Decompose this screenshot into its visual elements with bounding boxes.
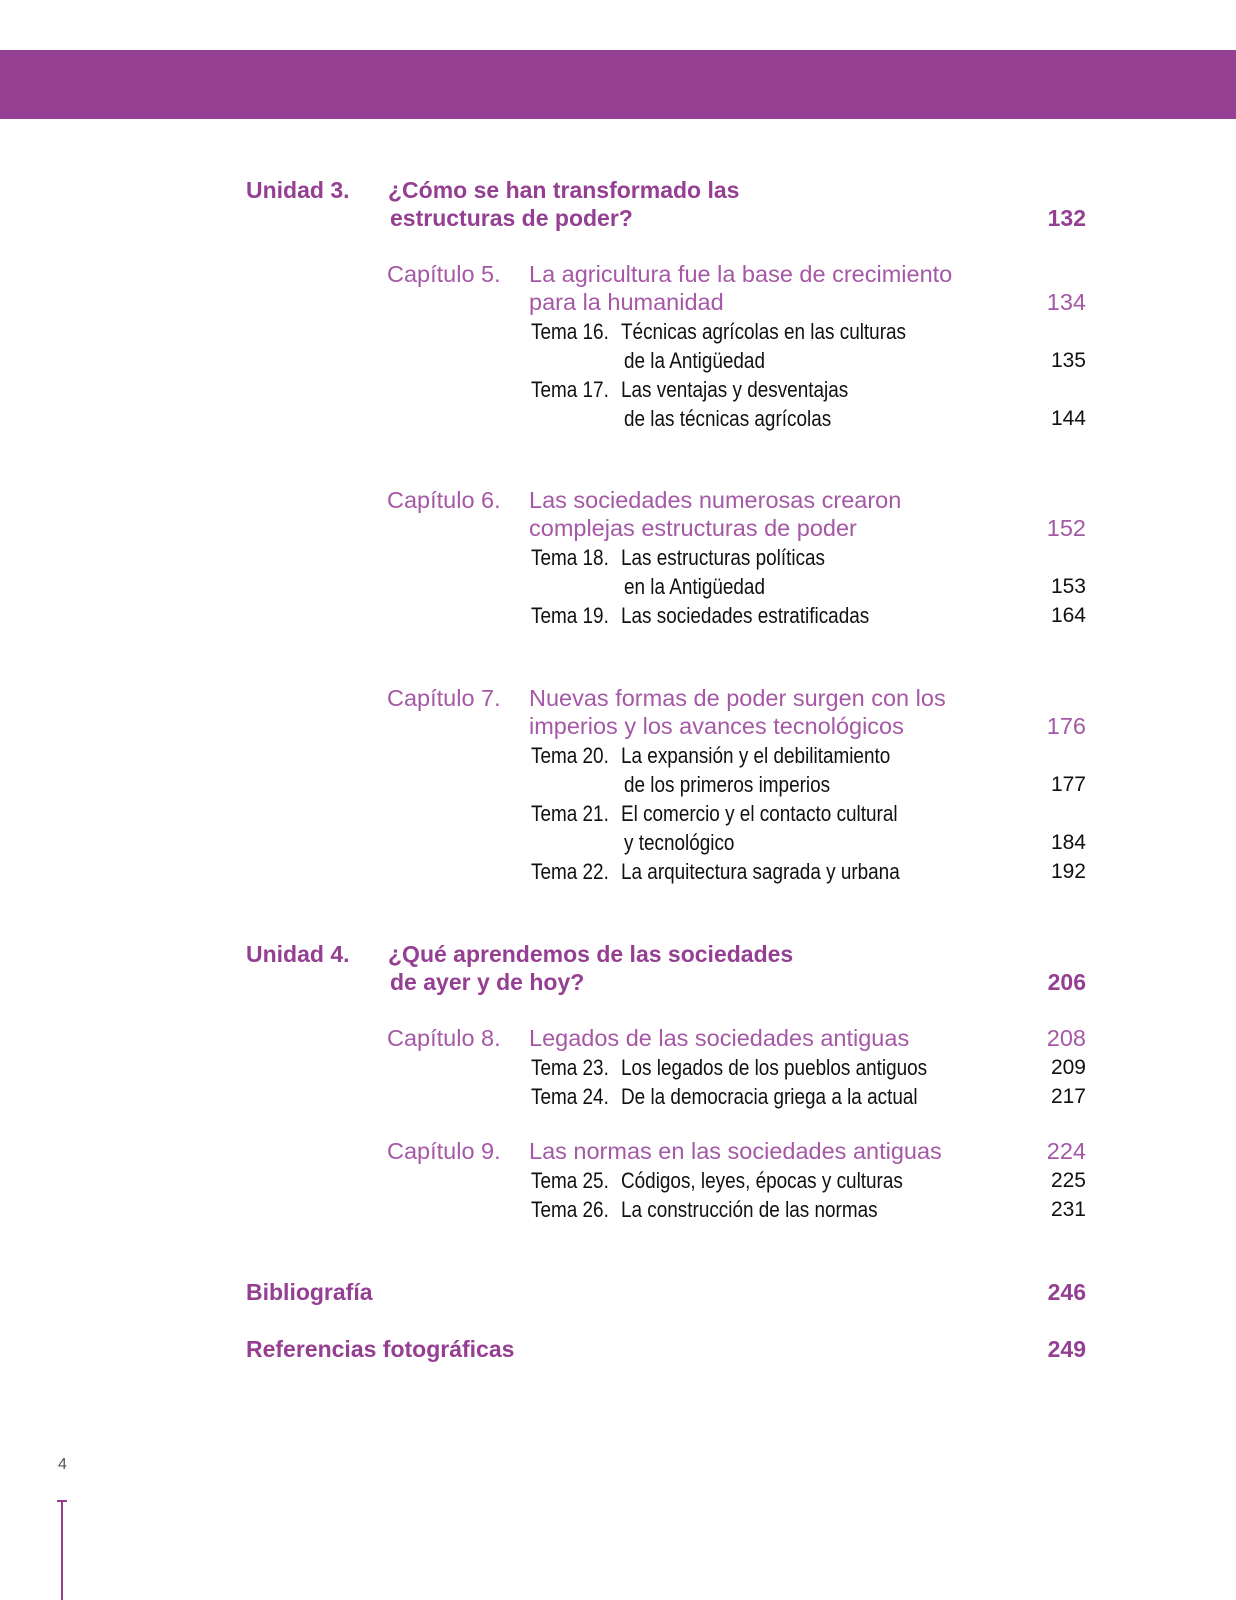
topic-20-line-2[interactable]: de los primeros imperios	[624, 772, 831, 797]
unit-3-page[interactable]: 132	[1047, 205, 1086, 231]
chapter-6-label: Capítulo 6.	[387, 487, 501, 513]
unit-3-title-line-1[interactable]: ¿Cómo se han transformado las	[388, 177, 740, 203]
topic-21-page[interactable]: 184	[1050, 831, 1086, 854]
chapter-7-title-line-1[interactable]: Nuevas formas de poder surgen con los	[529, 685, 946, 711]
topic-25-line-1[interactable]: Códigos, leyes, épocas y culturas	[621, 1168, 903, 1193]
topic-18-line-2[interactable]: en la Antigüedad	[624, 574, 765, 599]
topic-21-line-2[interactable]: y tecnológico	[624, 830, 735, 855]
bibliography-page[interactable]: 246	[1047, 1279, 1086, 1305]
topic-20-line-1[interactable]: La expansión y el debilitamiento	[621, 743, 891, 768]
topic-26-line-1[interactable]: La construcción de las normas	[621, 1197, 878, 1222]
topic-23-page[interactable]: 209	[1050, 1056, 1086, 1079]
photo-references-label[interactable]: Referencias fotográficas	[246, 1336, 515, 1362]
topic-22-line-1[interactable]: La arquitectura sagrada y urbana	[621, 859, 900, 884]
topic-17-prefix: Tema 17.	[531, 377, 609, 402]
unit-3-title-line-2[interactable]: estructuras de poder?	[390, 205, 633, 231]
topic-17-line-1[interactable]: Las ventajas y desventajas	[621, 377, 849, 402]
topic-18-prefix: Tema 18.	[531, 545, 609, 570]
topic-26-page[interactable]: 231	[1050, 1198, 1086, 1221]
topic-16-prefix: Tema 16.	[531, 319, 609, 344]
topic-21-line-1[interactable]: El comercio y el contacto cultural	[621, 801, 898, 826]
chapter-7-page[interactable]: 176	[1046, 713, 1086, 739]
unit-4-label: Unidad 4.	[246, 941, 350, 967]
topic-23-line-1[interactable]: Los legados de los pueblos antiguos	[621, 1055, 928, 1080]
topic-20-page[interactable]: 177	[1050, 773, 1086, 796]
topic-18-line-1[interactable]: Las estructuras políticas	[621, 545, 826, 570]
chapter-7-title-line-2[interactable]: imperios y los avances tecnológicos	[529, 713, 904, 739]
chapter-7-label: Capítulo 7.	[387, 685, 501, 711]
unit-4-page[interactable]: 206	[1047, 969, 1086, 995]
topic-22-page[interactable]: 192	[1050, 860, 1086, 883]
topic-19-line-1[interactable]: Las sociedades estratificadas	[621, 603, 870, 628]
chapter-6-page[interactable]: 152	[1046, 515, 1086, 541]
topic-17-line-2[interactable]: de las técnicas agrícolas	[624, 406, 832, 431]
topic-24-page[interactable]: 217	[1050, 1085, 1086, 1108]
topic-18-page[interactable]: 153	[1050, 575, 1086, 598]
photo-references-page[interactable]: 249	[1047, 1336, 1086, 1362]
chapter-9-title-line-1[interactable]: Las normas en las sociedades antiguas	[529, 1138, 942, 1164]
unit-4-title-line-1[interactable]: ¿Qué aprendemos de las sociedades	[388, 941, 794, 967]
chapter-5-label: Capítulo 5.	[387, 261, 501, 287]
topic-16-page[interactable]: 135	[1050, 349, 1086, 372]
header-color-band	[0, 50, 1236, 119]
chapter-6-title-line-2[interactable]: complejas estructuras de poder	[529, 515, 857, 541]
unit-4-title-line-2[interactable]: de ayer y de hoy?	[390, 969, 585, 995]
topic-17-page[interactable]: 144	[1050, 407, 1086, 430]
topic-24-prefix: Tema 24.	[531, 1084, 609, 1109]
topic-25-page[interactable]: 225	[1050, 1169, 1086, 1192]
chapter-5-page[interactable]: 134	[1046, 289, 1086, 315]
topic-19-prefix: Tema 19.	[531, 603, 609, 628]
topic-20-prefix: Tema 20.	[531, 743, 609, 768]
topic-19-page[interactable]: 164	[1050, 604, 1086, 627]
topic-22-prefix: Tema 22.	[531, 859, 609, 884]
chapter-5-title-line-2[interactable]: para la humanidad	[529, 289, 724, 315]
topic-16-line-1[interactable]: Técnicas agrícolas en las culturas	[621, 319, 906, 344]
page-number: 4	[58, 1456, 67, 1473]
unit-3-label: Unidad 3.	[246, 177, 350, 203]
topic-23-prefix: Tema 23.	[531, 1055, 609, 1080]
topic-24-line-1[interactable]: De la democracia griega a la actual	[621, 1084, 918, 1109]
topic-25-prefix: Tema 25.	[531, 1168, 609, 1193]
chapter-9-page[interactable]: 224	[1046, 1138, 1086, 1164]
chapter-6-title-line-1[interactable]: Las sociedades numerosas crearon	[529, 487, 902, 513]
chapter-8-title-line-1[interactable]: Legados de las sociedades antiguas	[529, 1025, 910, 1051]
chapter-9-label: Capítulo 9.	[387, 1138, 501, 1164]
topic-16-line-2[interactable]: de la Antigüedad	[624, 348, 765, 373]
chapter-5-title-line-1[interactable]: La agricultura fue la base de crecimiento	[529, 261, 953, 287]
topic-26-prefix: Tema 26.	[531, 1197, 609, 1222]
footer-rule	[61, 1500, 63, 1600]
chapter-8-label: Capítulo 8.	[387, 1025, 501, 1051]
bibliography-label[interactable]: Bibliografía	[246, 1279, 373, 1305]
chapter-8-page[interactable]: 208	[1046, 1025, 1086, 1051]
topic-21-prefix: Tema 21.	[531, 801, 609, 826]
